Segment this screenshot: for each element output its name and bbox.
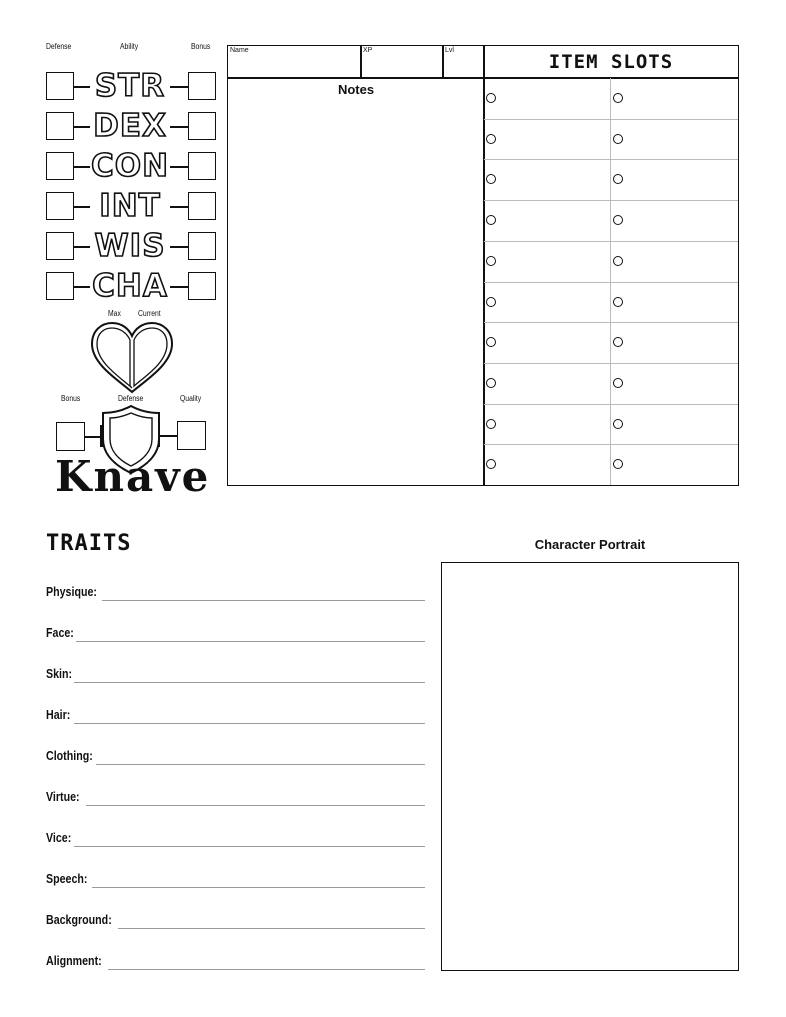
item-slot[interactable] bbox=[611, 444, 735, 485]
dex-bonus-box[interactable] bbox=[188, 112, 216, 140]
slot-checkbox-icon[interactable] bbox=[613, 297, 623, 307]
slot-checkbox-icon[interactable] bbox=[613, 256, 623, 266]
xp-field[interactable] bbox=[360, 45, 444, 79]
con-label: CON bbox=[90, 148, 170, 184]
int-defense-box[interactable] bbox=[46, 192, 74, 220]
item-slot[interactable] bbox=[484, 159, 609, 200]
slot-checkbox-icon[interactable] bbox=[486, 297, 496, 307]
armor-quality-label: Quality bbox=[180, 394, 202, 403]
slot-checkbox-icon[interactable] bbox=[486, 215, 496, 225]
item-slot[interactable] bbox=[484, 404, 609, 445]
trait-input-line[interactable] bbox=[76, 641, 425, 642]
cha-bonus-box[interactable] bbox=[188, 272, 216, 300]
bonus-header: Bonus bbox=[191, 42, 211, 51]
hp-max-field[interactable] bbox=[86, 326, 128, 390]
str-label: STR bbox=[94, 68, 166, 104]
item-slot[interactable] bbox=[611, 322, 735, 363]
defense-header: Defense bbox=[46, 42, 72, 51]
trait-input-line[interactable] bbox=[118, 928, 425, 929]
item-slot[interactable] bbox=[611, 119, 735, 160]
trait-label: Skin: bbox=[46, 666, 73, 681]
portrait-frame[interactable] bbox=[441, 562, 739, 971]
trait-label: Hair: bbox=[46, 707, 71, 722]
slot-checkbox-icon[interactable] bbox=[486, 459, 496, 469]
traits-title: TRAITS bbox=[46, 531, 132, 556]
slot-checkbox-icon[interactable] bbox=[486, 134, 496, 144]
int-label: INT bbox=[99, 188, 161, 224]
item-slot[interactable] bbox=[484, 322, 609, 363]
item-slot[interactable] bbox=[484, 119, 609, 160]
notes-box[interactable] bbox=[227, 77, 485, 486]
str-defense-box[interactable] bbox=[46, 72, 74, 100]
trait-input-line[interactable] bbox=[92, 887, 425, 888]
armor-bonus-box[interactable] bbox=[56, 422, 85, 451]
lvl-field[interactable] bbox=[442, 45, 485, 79]
slot-checkbox-icon[interactable] bbox=[486, 93, 496, 103]
item-slot[interactable] bbox=[484, 282, 609, 323]
trait-input-line[interactable] bbox=[86, 805, 425, 806]
trait-input-line[interactable] bbox=[96, 764, 425, 765]
item-slot[interactable] bbox=[484, 241, 609, 282]
trait-input-line[interactable] bbox=[102, 600, 425, 601]
connector-right bbox=[170, 166, 188, 168]
notes-title: Notes bbox=[337, 82, 375, 97]
trait-label: Speech: bbox=[46, 871, 88, 886]
slot-checkbox-icon[interactable] bbox=[486, 256, 496, 266]
armor-defense-label: Defense bbox=[118, 394, 144, 403]
slot-checkbox-icon[interactable] bbox=[486, 337, 496, 347]
cha-defense-box[interactable] bbox=[46, 272, 74, 300]
con-defense-box[interactable] bbox=[46, 152, 74, 180]
trait-label: Clothing: bbox=[46, 748, 93, 763]
ability-header: Ability bbox=[120, 42, 139, 51]
dex-defense-box[interactable] bbox=[46, 112, 74, 140]
trait-input-line[interactable] bbox=[74, 682, 425, 683]
item-slot[interactable] bbox=[611, 282, 735, 323]
trait-label: Background: bbox=[46, 912, 112, 927]
con-bonus-box[interactable] bbox=[188, 152, 216, 180]
item-slot[interactable] bbox=[484, 444, 609, 485]
item-slots-title: ITEM SLOTS bbox=[548, 51, 674, 73]
armor-bonus-label: Bonus bbox=[61, 394, 81, 403]
item-slot[interactable] bbox=[611, 159, 735, 200]
lvl-label: Lvl bbox=[445, 47, 454, 54]
wis-defense-box[interactable] bbox=[46, 232, 74, 260]
knave-logo: Knave bbox=[55, 452, 211, 501]
hp-current-field[interactable] bbox=[134, 326, 176, 390]
str-bonus-box[interactable] bbox=[188, 72, 216, 100]
connector-right bbox=[170, 246, 188, 248]
slot-checkbox-icon[interactable] bbox=[613, 174, 623, 184]
trait-input-line[interactable] bbox=[74, 723, 425, 724]
trait-label: Physique: bbox=[46, 584, 97, 599]
item-slot[interactable] bbox=[611, 404, 735, 445]
trait-label: Face: bbox=[46, 625, 74, 640]
slot-checkbox-icon[interactable] bbox=[613, 419, 623, 429]
portrait-title: Character Portrait bbox=[534, 537, 646, 552]
slot-checkbox-icon[interactable] bbox=[486, 378, 496, 388]
dex-label: DEX bbox=[93, 108, 167, 144]
connector-right bbox=[170, 206, 188, 208]
int-bonus-box[interactable] bbox=[188, 192, 216, 220]
connector-right bbox=[170, 86, 188, 88]
slot-checkbox-icon[interactable] bbox=[613, 337, 623, 347]
item-slot[interactable] bbox=[484, 200, 609, 241]
slot-checkbox-icon[interactable] bbox=[613, 93, 623, 103]
connector-right bbox=[170, 126, 188, 128]
slot-checkbox-icon[interactable] bbox=[486, 174, 496, 184]
slot-checkbox-icon[interactable] bbox=[613, 215, 623, 225]
slot-checkbox-icon[interactable] bbox=[486, 419, 496, 429]
wis-label: WIS bbox=[94, 228, 166, 264]
wis-bonus-box[interactable] bbox=[188, 232, 216, 260]
slot-checkbox-icon[interactable] bbox=[613, 134, 623, 144]
item-slot[interactable] bbox=[611, 78, 735, 119]
trait-input-line[interactable] bbox=[74, 846, 425, 847]
cha-label: CHA bbox=[92, 268, 168, 304]
hp-current-label: Current bbox=[138, 309, 161, 318]
item-slot[interactable] bbox=[611, 363, 735, 404]
slot-checkbox-icon[interactable] bbox=[613, 378, 623, 388]
connector-right bbox=[170, 286, 188, 288]
hp-max-label: Max bbox=[108, 309, 121, 318]
trait-label: Virtue: bbox=[46, 789, 80, 804]
item-slot[interactable] bbox=[484, 363, 609, 404]
xp-label: XP bbox=[363, 47, 373, 54]
trait-label: Alignment: bbox=[46, 953, 102, 968]
armor-quality-box[interactable] bbox=[177, 421, 206, 450]
name-label: Name bbox=[230, 47, 249, 54]
trait-input-line[interactable] bbox=[108, 969, 425, 970]
item-slot[interactable] bbox=[484, 78, 609, 119]
item-slot[interactable] bbox=[611, 200, 735, 241]
item-slot[interactable] bbox=[611, 241, 735, 282]
slot-checkbox-icon[interactable] bbox=[613, 459, 623, 469]
name-field[interactable] bbox=[227, 45, 362, 79]
trait-label: Vice: bbox=[46, 830, 72, 845]
